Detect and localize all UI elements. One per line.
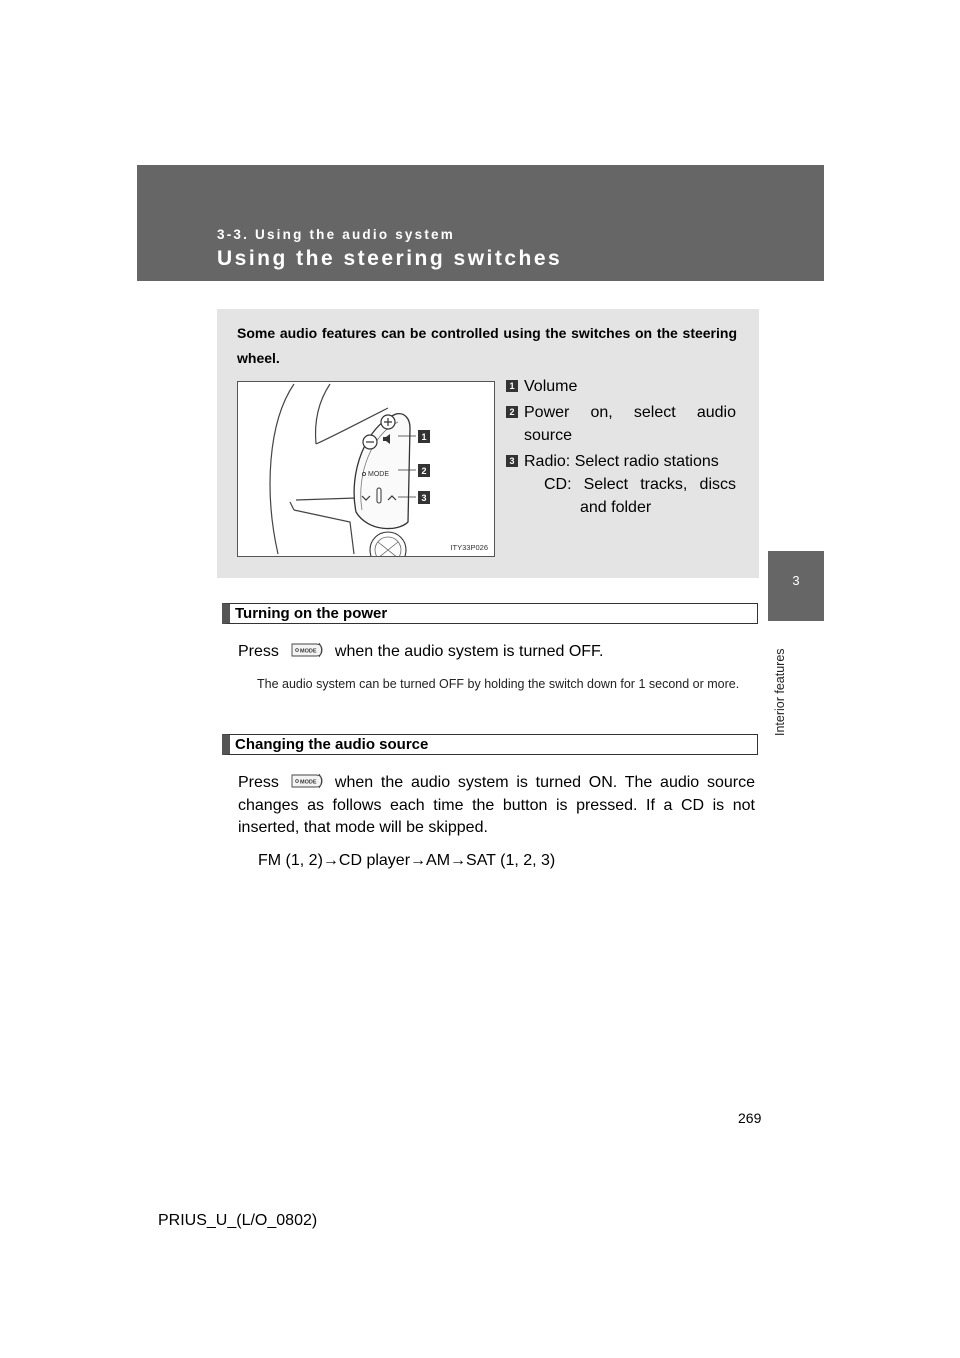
mode-button-icon bbox=[290, 642, 324, 658]
mode-button-icon bbox=[290, 773, 324, 789]
legend-text: Volume bbox=[524, 378, 578, 395]
steering-switch-illustration bbox=[238, 382, 494, 556]
source-instruction: when the audio system is turned ON. The audio source changes as follows each time the button is pressed. If a CD is not inserted, that mode will be skipped. bbox=[238, 774, 755, 836]
svg-text:MODE: MODE bbox=[299, 648, 317, 655]
section-label: 3-3. Using the audio system bbox=[217, 227, 455, 242]
svg-text:2: 2 bbox=[421, 466, 427, 476]
legend-number: 2 bbox=[506, 406, 518, 418]
chapter-tab-number: 3 bbox=[792, 573, 800, 588]
source-sequence: FM (1, 2)→CD player→AM→SAT (1, 2, 3) bbox=[258, 852, 556, 869]
legend-sub-prefix: CD: bbox=[544, 476, 572, 493]
chapter-tab-label: Interior features bbox=[773, 648, 787, 736]
power-note: The audio system can be turned OFF by holding the switch down for 1 second or more. bbox=[257, 677, 740, 691]
page-title: Using the steering switches bbox=[217, 247, 563, 270]
legend-item bbox=[506, 450, 736, 519]
svg-text:1: 1 bbox=[421, 432, 427, 442]
legend-number: 3 bbox=[506, 455, 518, 467]
press-word: Press bbox=[238, 774, 279, 791]
svg-text:ITY33P026: ITY33P026 bbox=[450, 543, 488, 552]
chapter-header bbox=[137, 165, 824, 281]
section-heading-power: Turning on the power bbox=[222, 603, 758, 624]
legend-text: Power on, select audio source bbox=[524, 404, 736, 444]
legend-text: Radio: Select radio stations bbox=[524, 453, 719, 470]
legend-sub-b: and folder bbox=[580, 499, 652, 516]
svg-text:3: 3 bbox=[421, 493, 427, 503]
section-heading-source: Changing the audio source bbox=[222, 734, 758, 755]
legend-number: 1 bbox=[506, 380, 518, 392]
intro-text: Some audio features can be controlled using the switches on the steering wheel. bbox=[237, 325, 737, 366]
svg-text:MODE: MODE bbox=[368, 471, 389, 478]
power-instruction: when the audio system is turned OFF. bbox=[334, 643, 604, 660]
legend-item bbox=[506, 401, 736, 447]
steering-switch-figure bbox=[237, 381, 495, 557]
figure-legend bbox=[506, 375, 736, 522]
section-power-body bbox=[238, 641, 755, 664]
press-word: Press bbox=[238, 643, 279, 660]
legend-item bbox=[506, 375, 736, 398]
intro-box bbox=[217, 309, 759, 578]
page-number: 269 bbox=[738, 1110, 762, 1126]
svg-text:MODE: MODE bbox=[299, 779, 317, 786]
legend-subtext bbox=[524, 473, 736, 496]
legend-sub-a: Select tracks, discs bbox=[583, 476, 736, 493]
footer-code: PRIUS_U_(L/O_0802) bbox=[158, 1212, 318, 1229]
chapter-tab bbox=[768, 551, 824, 621]
section-source-body bbox=[238, 772, 755, 840]
